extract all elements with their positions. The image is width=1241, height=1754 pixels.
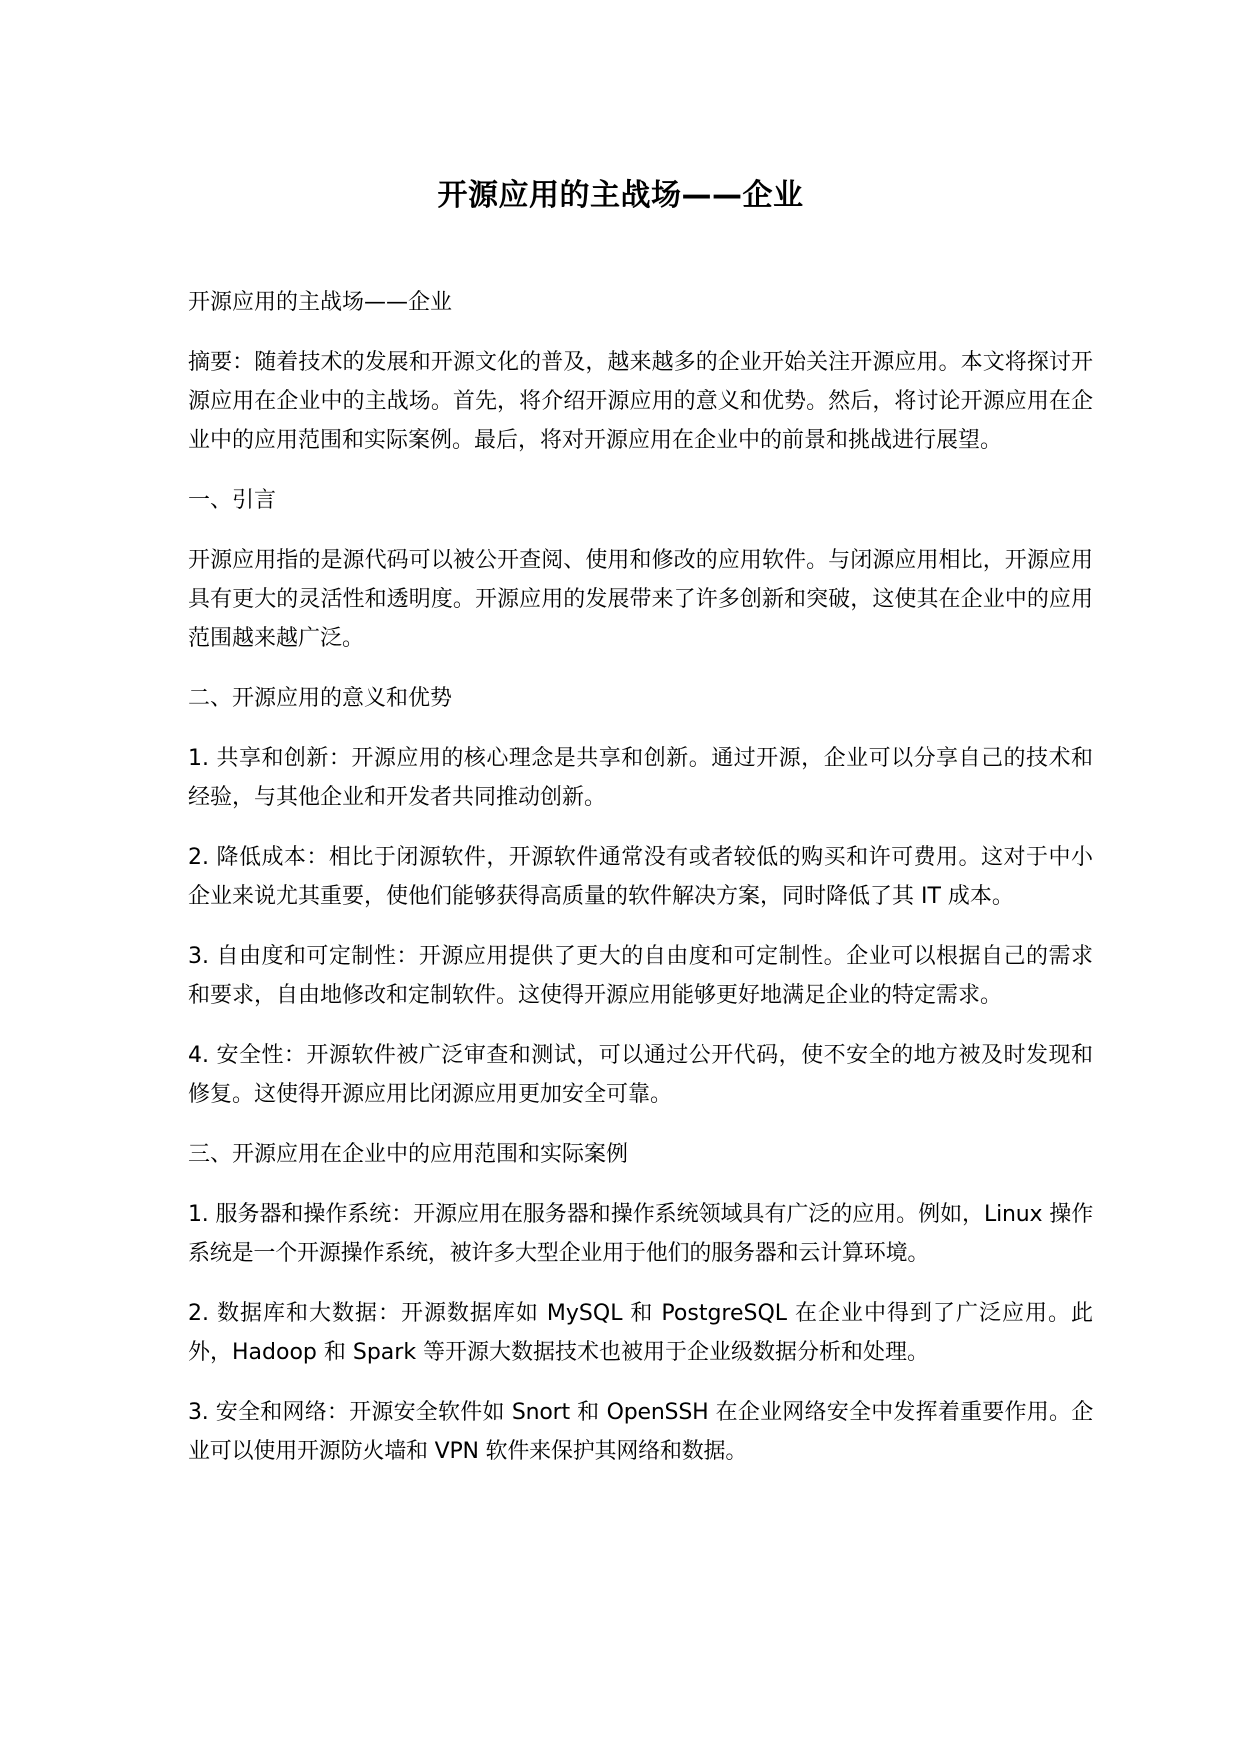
advantage-item-cost: 2. 降低成本：相比于闭源软件，开源软件通常没有或者较低的购买和许可费用。这对于中小企业来说尤其重要，使他们能够获得高质量的软件解决方案，同时降低了其 IT 成本。 [188,845,1093,909]
advantage-item-sharing: 1. 共享和创新：开源应用的核心理念是共享和创新。通过开源，企业可以分享自己的技术和经验，与其他企业和开发者共同推动创新。 [188,746,1093,810]
document-body [188,283,1093,1492]
use-case-item-databases: 2. 数据库和大数据：开源数据库如 MySQL 和 PostgreSQL 在企业中得到了广泛应用。此外，Hadoop 和 Spark 等开源大数据技术也被用于企业级数据分析和处理。 [188,1301,1093,1365]
use-case-item-network-security: 3. 安全和网络：开源安全软件如 Snort 和 OpenSSH 在企业网络安全中发挥着重要作用。企业可以使用开源防火墙和 VPN 软件来保护其网络和数据。 [188,1400,1093,1464]
introduction-paragraph: 开源应用指的是源代码可以被公开查阅、使用和修改的应用软件。与闭源应用相比，开源应用具有更大的灵活性和透明度。开源应用的发展带来了许多创新和突破，这使其在企业中的应用范围越来越广泛。 [188,548,1093,651]
section-heading-use-cases: 三、开源应用在企业中的应用范围和实际案例 [188,1142,629,1167]
document-title: 开源应用的主战场——企业 [437,178,804,213]
use-case-item-servers: 1. 服务器和操作系统：开源应用在服务器和操作系统领域具有广泛的应用。例如，Linux 操作系统是一个开源操作系统，被许多大型企业用于他们的服务器和云计算环境。 [188,1202,1093,1266]
document-subtitle: 开源应用的主战场——企业 [188,290,453,315]
advantage-item-freedom: 3. 自由度和可定制性：开源应用提供了更大的自由度和可定制性。企业可以根据自己的需求和要求，自由地修改和定制软件。这使得开源应用能够更好地满足企业的特定需求。 [188,944,1093,1008]
section-heading-introduction: 一、引言 [188,488,277,513]
abstract-paragraph: 摘要：随着技术的发展和开源文化的普及，越来越多的企业开始关注开源应用。本文将探讨开源应用在企业中的主战场。首先，将介绍开源应用的意义和优势。然后，将讨论开源应用在企业中的应用范围和实际案例。最后，将对开源应用在企业中的前景和挑战进行展望。 [188,350,1093,453]
section-heading-advantages: 二、开源应用的意义和优势 [188,686,453,711]
advantage-item-security: 4. 安全性：开源软件被广泛审查和测试，可以通过公开代码，使不安全的地方被及时发现和修复。这使得开源应用比闭源应用更加安全可靠。 [188,1043,1093,1107]
